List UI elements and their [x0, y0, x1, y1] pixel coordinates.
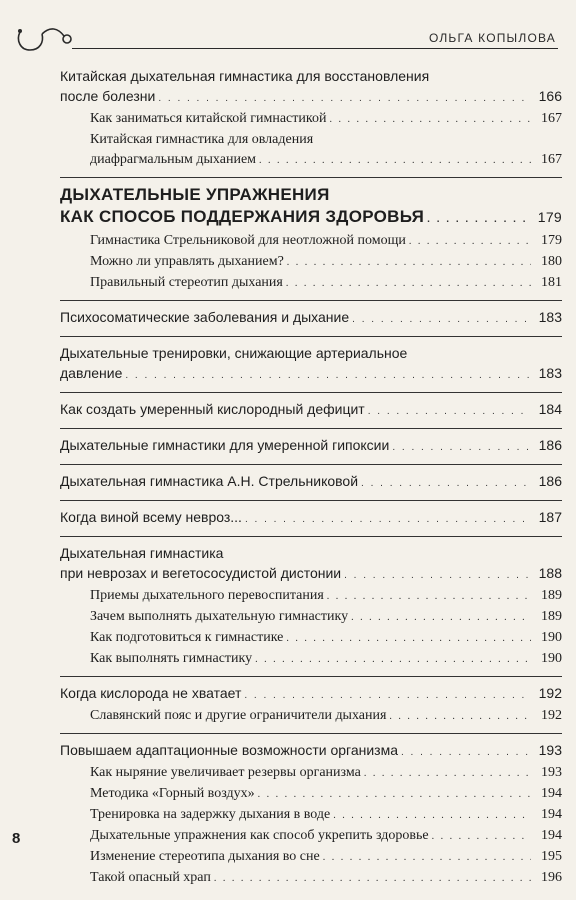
- dot-leader: [125, 366, 531, 386]
- toc-entry-title-first-line: Китайская дыхательная гимнастика для восстановления: [60, 68, 430, 84]
- toc-entry-title: Методика «Горный воздух»: [90, 786, 255, 801]
- table-of-contents: [60, 66, 562, 889]
- toc-subentry[interactable]: [60, 784, 562, 805]
- toc-entry-title: Такой опасный храп: [90, 870, 211, 885]
- toc-subentry[interactable]: [60, 607, 562, 628]
- dot-leader: [327, 587, 531, 607]
- toc-entry-title-first-line: Дыхательная гимнастика: [60, 545, 224, 561]
- section-divider: [60, 300, 562, 301]
- toc-subentry[interactable]: [60, 273, 562, 294]
- header-rule: [72, 48, 558, 49]
- toc-page-number: 186: [538, 437, 562, 453]
- toc-subentry[interactable]: [60, 109, 562, 130]
- toc-entry-title: КАК СПОСОБ ПОДДЕРЖАНИЯ ЗДОРОВЬЯ: [60, 207, 425, 226]
- toc-entry[interactable]: [60, 343, 562, 386]
- dot-leader: [333, 806, 531, 826]
- toc-page-number: 179: [537, 209, 562, 225]
- dot-leader: [245, 510, 531, 530]
- toc-subentry[interactable]: [60, 586, 562, 607]
- dot-leader: [361, 474, 531, 494]
- toc-entry-title: Изменение стереотипа дыхания во сне: [90, 849, 320, 864]
- toc-subentry[interactable]: [60, 763, 562, 784]
- toc-page-number: 181: [541, 275, 562, 290]
- toc-entry-title: Как подготовиться к гимнастике: [90, 630, 284, 645]
- dot-leader: [368, 402, 531, 422]
- toc-page-number: 190: [541, 630, 562, 645]
- dot-leader: [351, 608, 531, 628]
- toc-subentry[interactable]: [60, 628, 562, 649]
- toc-entry-title: Как выполнять гимнастику: [90, 651, 253, 666]
- toc-entry-title: Правильный стереотип дыхания: [90, 275, 283, 290]
- section-divider: [60, 177, 562, 178]
- toc-entry-title: Тренировка на задержку дыхания в воде: [90, 807, 331, 822]
- dot-leader: [329, 110, 531, 130]
- dot-leader: [214, 869, 531, 889]
- toc-subentry[interactable]: [60, 649, 562, 670]
- toc-page-number: 179: [541, 233, 562, 248]
- stethoscope-icon: [14, 22, 74, 54]
- toc-page-number: 167: [541, 111, 562, 126]
- toc-entry[interactable]: [60, 399, 562, 422]
- toc-entry-title: Как заниматься китайской гимнастикой: [90, 111, 327, 126]
- toc-subentry[interactable]: [60, 252, 562, 273]
- toc-entry-title: Как ныряние увеличивает резервы организма: [90, 765, 361, 780]
- section-divider: [60, 500, 562, 501]
- dot-leader: [392, 438, 531, 458]
- toc-page-number: 184: [538, 401, 562, 417]
- toc-page-number: 190: [541, 651, 562, 666]
- dot-leader: [409, 232, 531, 252]
- section-divider: [60, 676, 562, 677]
- toc-subentry[interactable]: [60, 805, 562, 826]
- toc-page-number: 195: [541, 849, 562, 864]
- dot-leader: [259, 151, 531, 171]
- toc-entry-title: после болезни: [60, 88, 156, 104]
- toc-page-number: 186: [538, 473, 562, 489]
- dot-leader: [323, 848, 531, 868]
- toc-entry-title: диафрагмальным дыханием: [90, 152, 257, 167]
- toc-entry-title: Психосоматические заболевания и дыхание: [60, 309, 350, 325]
- toc-entry-title: Дыхательные упражнения как способ укрепить здоровье: [90, 828, 429, 843]
- section-divider: [60, 336, 562, 337]
- toc-page-number: 192: [541, 708, 562, 723]
- toc-section-heading[interactable]: [60, 184, 562, 231]
- toc-page-number: 188: [538, 565, 562, 581]
- toc-subentry[interactable]: [60, 847, 562, 868]
- dot-leader: [401, 743, 531, 763]
- toc-entry-title-first-line: Дыхательные тренировки, снижающие артериальное: [60, 345, 408, 361]
- toc-entry[interactable]: [60, 507, 562, 530]
- section-divider: [60, 392, 562, 393]
- toc-entry[interactable]: [60, 307, 562, 330]
- toc-entry-title: давление: [60, 365, 123, 381]
- dot-leader: [158, 89, 531, 109]
- toc-page-number: 194: [541, 828, 562, 843]
- toc-entry-title: Приемы дыхательного перевоспитания: [90, 588, 324, 603]
- dot-leader: [286, 629, 531, 649]
- toc-entry-title: Гимнастика Стрельниковой для неотложной помощи: [90, 233, 406, 248]
- toc-page-number: 193: [541, 765, 562, 780]
- toc-page-number: 193: [538, 742, 562, 758]
- dot-leader: [287, 253, 531, 273]
- toc-page-number: 189: [541, 588, 562, 603]
- toc-entry-title: при неврозах и вегетососудистой дистонии: [60, 565, 342, 581]
- dot-leader: [352, 310, 531, 330]
- toc-page-number: 189: [541, 609, 562, 624]
- toc-subentry[interactable]: [60, 826, 562, 847]
- dot-leader: [344, 566, 531, 586]
- toc-entry-title: Зачем выполнять дыхательную гимнастику: [90, 609, 349, 624]
- toc-entry[interactable]: [60, 543, 562, 586]
- toc-page-number: 192: [538, 685, 562, 701]
- toc-page-number: 183: [538, 365, 562, 381]
- dot-leader: [258, 785, 531, 805]
- toc-entry[interactable]: [60, 471, 562, 494]
- toc-entry[interactable]: [60, 66, 562, 109]
- toc-entry[interactable]: [60, 435, 562, 458]
- toc-entry-title: Повышаем адаптационные возможности организма: [60, 742, 398, 758]
- toc-page-number: 194: [541, 786, 562, 801]
- toc-page-number: 187: [538, 509, 562, 525]
- toc-entry-title: Дыхательная гимнастика А.Н. Стрельниковой: [60, 473, 359, 489]
- toc-page-number: 180: [541, 254, 562, 269]
- toc-entry-title-first-line: ДЫХАТЕЛЬНЫЕ УПРАЖНЕНИЯ: [60, 185, 330, 204]
- dot-leader: [427, 209, 531, 231]
- section-divider: [60, 536, 562, 537]
- page-number: 8: [12, 830, 21, 847]
- dot-leader: [389, 707, 531, 727]
- dot-leader: [244, 686, 531, 706]
- toc-subentry[interactable]: [60, 130, 562, 171]
- section-divider: [60, 428, 562, 429]
- toc-entry-title: Когда виной всему невроз...: [60, 509, 242, 525]
- toc-subentry[interactable]: [60, 868, 562, 889]
- toc-page-number: 194: [541, 807, 562, 822]
- toc-entry-title-first-line: Китайская гимнастика для овладения: [90, 132, 314, 147]
- dot-leader: [364, 764, 531, 784]
- section-divider: [60, 464, 562, 465]
- dot-leader: [432, 827, 531, 847]
- toc-page-number: 183: [538, 309, 562, 325]
- toc-subentry[interactable]: [60, 706, 562, 727]
- toc-entry[interactable]: [60, 740, 562, 763]
- toc-entry-title: Дыхательные гимнастики для умеренной гипоксии: [60, 437, 390, 453]
- toc-entry[interactable]: [60, 683, 562, 706]
- section-divider: [60, 733, 562, 734]
- dot-leader: [255, 650, 531, 670]
- toc-subentry[interactable]: [60, 231, 562, 252]
- toc-entry-title: Можно ли управлять дыханием?: [90, 254, 284, 269]
- page-header: [0, 0, 576, 60]
- toc-page-number: 196: [541, 870, 562, 885]
- toc-entry-title: Когда кислорода не хватает: [60, 685, 242, 701]
- toc-page-number: 167: [541, 152, 562, 167]
- toc-entry-title: Как создать умеренный кислородный дефицит: [60, 401, 365, 417]
- author-name: ОЛЬГА КОПЫЛОВА: [428, 31, 556, 45]
- toc-entry-title: Славянский пояс и другие ограничители дыхания: [90, 708, 387, 723]
- dot-leader: [286, 274, 531, 294]
- toc-page-number: 166: [538, 88, 562, 104]
